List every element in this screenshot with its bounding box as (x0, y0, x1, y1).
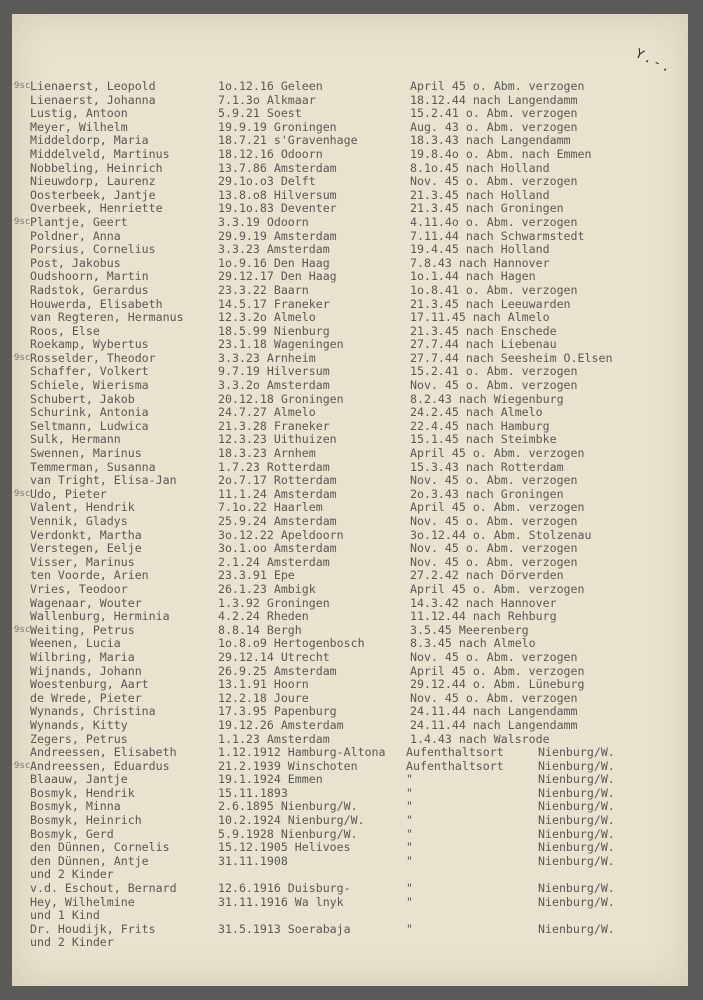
departure-remark: Nov. 45 o. Abm. verzogen (410, 474, 578, 488)
person-name: de Wrede, Pieter (30, 691, 142, 705)
register-row (12, 746, 688, 760)
departure-remark: 8.1o.45 nach Holland (410, 161, 550, 175)
birth-date-place: 2.1.24 Amsterdam (218, 555, 330, 569)
register-row (12, 488, 688, 502)
birth-date-place: 3o.1.oo Amsterdam (218, 542, 337, 556)
departure-remark: 2o.3.43 nach Groningen (410, 487, 564, 501)
register-row (12, 936, 688, 950)
register-row (12, 610, 688, 624)
register-row (12, 868, 688, 882)
register-row (12, 474, 688, 488)
register-row (12, 882, 688, 896)
birth-date-place: 3o.12.22 Apeldoorn (218, 528, 344, 542)
birth-date-place: 26.9.25 Amsterdam (218, 664, 337, 678)
departure-remark: 22.4.45 nach Hamburg (410, 419, 550, 433)
register-row (12, 447, 688, 461)
birth-date-place: 24.7.27 Almelo (218, 406, 316, 420)
departure-remark: 29.12.44 o. Abm. Lüneburg (410, 678, 585, 692)
residence-city: Nienburg/W. (538, 882, 615, 896)
register-row (12, 338, 688, 352)
register-row (12, 461, 688, 475)
register-row (12, 814, 688, 828)
birth-date-place: 21.3.28 Franeker (218, 419, 330, 433)
person-name: Oudshoorn, Martin (30, 270, 149, 284)
register-row (12, 665, 688, 679)
person-name: Temmerman, Susanna (30, 460, 156, 474)
departure-remark: 15.1.45 nach Steimbke (410, 433, 557, 447)
residence-label: " (406, 895, 413, 909)
birth-date-place: 17.3.95 Papenburg (218, 705, 337, 719)
register-row (12, 379, 688, 393)
person-name: Radstok, Gerardus (30, 283, 149, 297)
register-row (12, 529, 688, 543)
person-name: Bosmyk, Gerd (30, 827, 114, 841)
departure-remark: 1.4.43 nach Walsrode (410, 732, 550, 746)
birth-date-place: 8.8.14 Bergh (218, 623, 302, 637)
birth-date-place: 3.3.23 Amsterdam (218, 243, 330, 257)
register-row (12, 162, 688, 176)
register-row (12, 896, 688, 910)
register-row (12, 651, 688, 665)
birth-date-place: 4.2.24 Rheden (218, 610, 309, 624)
register-row (12, 202, 688, 216)
person-name: Wilbring, Maria (30, 650, 135, 664)
birth-date-place: 2.6.1895 Nienburg/W. (218, 800, 358, 814)
person-name: Blaauw, Jantje (30, 773, 128, 787)
birth-date-place: 12.3.2o Almelo (218, 311, 316, 325)
residence-label: " (406, 814, 413, 828)
residence-city: Nienburg/W. (538, 922, 615, 936)
departure-remark: 21.3.45 nach Groningen (410, 202, 564, 216)
birth-date-place: 19.9.19 Groningen (218, 120, 337, 134)
person-name: Schaffer, Volkert (30, 365, 149, 379)
departure-remark: 15.2.41 o. Abm. verzogen (410, 365, 578, 379)
birth-date-place: 14.5.17 Franeker (218, 297, 330, 311)
register-row (12, 175, 688, 189)
birth-date-place: 3.3.2o Amsterdam (218, 379, 330, 393)
register-row (12, 406, 688, 420)
departure-remark: 21.3.45 nach Leeuwarden (410, 297, 571, 311)
birth-date-place: 18.7.21 s'Gravenhage (218, 134, 358, 148)
residence-label: " (406, 882, 413, 896)
register-row (12, 433, 688, 447)
birth-date-place: 19.1.1924 Emmen (218, 773, 323, 787)
residence-label: " (406, 800, 413, 814)
departure-remark: April 45 o. Abm. verzogen (410, 80, 585, 93)
birth-date-place: 1.7.23 Rotterdam (218, 460, 330, 474)
register-row (12, 773, 688, 787)
register-list (12, 80, 688, 950)
birth-date-place: 29.9.19 Amsterdam (218, 229, 337, 243)
residence-city: Nienburg/W. (538, 854, 615, 868)
register-row (12, 420, 688, 434)
register-row (12, 148, 688, 162)
departure-remark: Nov. 45 o. Abm. verzogen (410, 542, 578, 556)
departure-remark: 17.11.45 nach Almelo (410, 311, 550, 325)
birth-date-place: 1o.8.o9 Hertogenbosch (218, 637, 365, 651)
register-row (12, 637, 688, 651)
person-name: Dr. Houdijk, Frits (30, 922, 156, 936)
person-name: Weenen, Lucia (30, 637, 121, 651)
departure-remark: 7.11.44 nach Schwarmstedt (410, 229, 585, 243)
departure-remark: 19.8.4o o. Abm. nach Emmen (410, 147, 592, 161)
residence-label: Aufenthaltsort (406, 759, 504, 773)
departure-remark: 7.8.43 nach Hannover (410, 256, 550, 270)
birth-date-place: 5.9.1928 Nienburg/W. (218, 827, 358, 841)
register-row (12, 787, 688, 801)
departure-remark: Nov. 45 o. Abm. verzogen (410, 555, 578, 569)
birth-date-place: 1.3.92 Groningen (218, 596, 330, 610)
register-row (12, 216, 688, 230)
register-row (12, 325, 688, 339)
person-name: und 2 Kinder (30, 868, 114, 882)
register-row (12, 733, 688, 747)
person-name: Roekamp, Wybertus (30, 338, 149, 352)
residence-label: " (406, 827, 413, 841)
person-name: Vries, Teodoor (30, 582, 128, 596)
margin-note: 9sc (14, 352, 31, 363)
departure-remark: 1o.8.41 o. Abm. verzogen (410, 283, 578, 297)
person-name: Valent, Hendrik (30, 501, 135, 515)
birth-date-place: 3.3.23 Arnheim (218, 351, 316, 365)
birth-date-place: 13.8.o8 Hilversum (218, 188, 337, 202)
person-name: und 1 Kind (30, 909, 100, 923)
person-name: Wynands, Kitty (30, 718, 128, 732)
person-name: Wijnands, Johann (30, 664, 142, 678)
register-row (12, 134, 688, 148)
birth-date-place: 1.1.23 Amsterdam (218, 732, 330, 746)
margin-note: 9sc (14, 624, 31, 635)
residence-city: Nienburg/W. (538, 759, 615, 773)
register-row (12, 583, 688, 597)
birth-date-place: 31.11.1908 (218, 854, 288, 868)
register-row (12, 121, 688, 135)
person-name: Verstegen, Eelje (30, 542, 142, 556)
person-name: Schubert, Jakob (30, 392, 135, 406)
departure-remark: 11.12.44 nach Rehburg (410, 610, 557, 624)
register-row (12, 365, 688, 379)
departure-remark: 18.12.44 nach Langendamm (410, 93, 578, 107)
person-name: Nobbeling, Heinrich (30, 161, 163, 175)
person-name: Porsius, Cornelius (30, 243, 156, 257)
birth-date-place: 12.3.23 Uithuizen (218, 433, 337, 447)
register-row (12, 855, 688, 869)
person-name: Swennen, Marinus (30, 447, 142, 461)
birth-date-place: 2o.7.17 Rotterdam (218, 474, 337, 488)
birth-date-place: 29.12.14 Utrecht (218, 650, 330, 664)
person-name: Lustig, Antoon (30, 107, 128, 121)
birth-date-place: 5.9.21 Soest (218, 107, 302, 121)
residence-label: " (406, 922, 413, 936)
person-name: ten Voorde, Arien (30, 569, 149, 583)
birth-date-place: 26.1.23 Ambigk (218, 582, 316, 596)
birth-date-place: 21.2.1939 Winschoten (218, 759, 358, 773)
departure-remark: 15.3.43 nach Rotterdam (410, 460, 564, 474)
residence-city: Nienburg/W. (538, 773, 615, 787)
residence-city: Nienburg/W. (538, 841, 615, 855)
register-row (12, 352, 688, 366)
departure-remark: 24.2.45 nach Almelo (410, 406, 543, 420)
register-row (12, 692, 688, 706)
register-row (12, 284, 688, 298)
birth-date-place: 13.1.91 Hoorn (218, 678, 309, 692)
person-name: Nieuwdorp, Laurenz (30, 175, 156, 189)
register-row (12, 270, 688, 284)
birth-date-place: 18.3.23 Arnhem (218, 447, 316, 461)
register-row (12, 257, 688, 271)
register-row (12, 94, 688, 108)
corner-mark: Y.-. (632, 46, 675, 77)
register-row (12, 311, 688, 325)
register-row (12, 393, 688, 407)
departure-remark: April 45 o. Abm. verzogen (410, 664, 585, 678)
departure-remark: 18.3.43 nach Langendamm (410, 134, 571, 148)
person-name: Poldner, Anna (30, 229, 121, 243)
departure-remark: Nov. 45 o. Abm. verzogen (410, 175, 578, 189)
departure-remark: Nov. 45 o. Abm. verzogen (410, 691, 578, 705)
residence-label: " (406, 786, 413, 800)
person-name: Middeldorp, Maria (30, 134, 149, 148)
register-row (12, 80, 688, 94)
register-row (12, 760, 688, 774)
birth-date-place: 10.2.1924 Nienburg/W. (218, 814, 365, 828)
departure-remark: 3.5.45 Meerenberg (410, 623, 529, 637)
departure-remark: 15.2.41 o. Abm. verzogen (410, 107, 578, 121)
departure-remark: 1o.1.44 nach Hagen (410, 270, 536, 284)
register-row (12, 515, 688, 529)
departure-remark: April 45 o. Abm. verzogen (410, 501, 585, 515)
departure-remark: Nov. 45 o. Abm. verzogen (410, 650, 578, 664)
birth-date-place: 19.12.26 Amsterdam (218, 718, 344, 732)
residence-label: " (406, 841, 413, 855)
person-name: Andreessen, Elisabeth (30, 746, 177, 760)
register-row (12, 597, 688, 611)
birth-date-place: 1o.9.16 Den Haag (218, 256, 330, 270)
birth-date-place: 31.11.1916 Wa lnyk (218, 895, 344, 909)
person-name: Sulk, Hermann (30, 433, 121, 447)
register-row (12, 828, 688, 842)
person-name: Bosmyk, Minna (30, 800, 121, 814)
margin-note: 9sc (14, 760, 31, 771)
margin-note: 9sc (14, 216, 31, 227)
person-name: Bosmyk, Heinrich (30, 814, 142, 828)
register-row (12, 107, 688, 121)
departure-remark: 24.11.44 nach Langendamm (410, 705, 578, 719)
person-name: den Dünnen, Antje (30, 854, 149, 868)
register-row (12, 189, 688, 203)
birth-date-place: 18.5.99 Nienburg (218, 324, 330, 338)
register-row (12, 705, 688, 719)
departure-remark: April 45 o. Abm. verzogen (410, 582, 585, 596)
person-name: Bosmyk, Hendrik (30, 786, 135, 800)
person-name: Woestenburg, Aart (30, 678, 149, 692)
person-name: Oosterbeek, Jantje (30, 188, 156, 202)
register-row (12, 678, 688, 692)
person-name: van Regteren, Hermanus (30, 311, 184, 325)
birth-date-place: 1o.12.16 Geleen (218, 80, 323, 93)
birth-date-place: 3.3.19 Odoorn (218, 215, 309, 229)
residence-label: " (406, 854, 413, 868)
person-name: van Tright, Elisa-Jan (30, 474, 177, 488)
margin-note: 9sc (14, 488, 31, 499)
birth-date-place: 31.5.1913 Soerabaja (218, 922, 351, 936)
register-row (12, 243, 688, 257)
person-name: Meyer, Wilhelm (30, 120, 128, 134)
register-row (12, 719, 688, 733)
birth-date-place: 18.12.16 Odoorn (218, 147, 323, 161)
person-name: Udo, Pieter (30, 487, 107, 501)
departure-remark: Nov. 45 o. Abm. verzogen (410, 379, 578, 393)
person-name: Vennik, Gladys (30, 515, 128, 528)
departure-remark: 4.11.4o o. Abm. verzogen (410, 215, 578, 229)
person-name: und 2 Kinder (30, 936, 114, 950)
departure-remark: 21.3.45 nach Holland (410, 188, 550, 202)
departure-remark: 27.2.42 nach Dörverden (410, 569, 564, 583)
birth-date-place: 15.12.1905 Helivoes (218, 841, 351, 855)
birth-date-place: 20.12.18 Groningen (218, 392, 344, 406)
register-row (12, 298, 688, 312)
register-row (12, 569, 688, 583)
residence-city: Nienburg/W. (538, 746, 615, 760)
register-row (12, 230, 688, 244)
birth-date-place: 1.12.1912 Hamburg-Altona (218, 746, 386, 760)
person-name: Hey, Wilhelmine (30, 895, 135, 909)
person-name: Middelveld, Martinus (30, 147, 170, 161)
register-row (12, 909, 688, 923)
register-row (12, 923, 688, 937)
birth-date-place: 12.2.18 Joure (218, 691, 309, 705)
person-name: Lienaerst, Johanna (30, 93, 156, 107)
register-row (12, 800, 688, 814)
person-name: Wynands, Christina (30, 705, 156, 719)
residence-label: Aufenthaltsort (406, 746, 504, 760)
birth-date-place: 29.1o.o3 Delft (218, 175, 316, 189)
register-row (12, 624, 688, 638)
birth-date-place: 23.1.18 Wageningen (218, 338, 344, 352)
departure-remark: Nov. 45 o. Abm. verzogen (410, 515, 578, 528)
departure-remark: April 45 o. Abm. verzogen (410, 447, 585, 461)
birth-date-place: 15.11.1893 (218, 786, 288, 800)
birth-date-place: 29.12.17 Den Haag (218, 270, 337, 284)
residence-city: Nienburg/W. (538, 800, 615, 814)
person-name: Visser, Marinus (30, 555, 135, 569)
departure-remark: 8.2.43 nach Wiegenburg (410, 392, 564, 406)
birth-date-place: 25.9.24 Amsterdam (218, 515, 337, 528)
residence-city: Nienburg/W. (538, 827, 615, 841)
departure-remark: 19.4.45 nach Holland (410, 243, 550, 257)
birth-date-place: 12.6.1916 Duisburg- (218, 882, 351, 896)
departure-remark: 27.7.44 nach Seesheim O.Elsen (410, 351, 613, 365)
residence-city: Nienburg/W. (538, 895, 615, 909)
departure-remark: 8.3.45 nach Almelo (410, 637, 536, 651)
birth-date-place: 11.1.24 Amsterdam (218, 487, 337, 501)
register-row (12, 841, 688, 855)
departure-remark: 27.7.44 nach Liebenau (410, 338, 557, 352)
birth-date-place: 9.7.19 Hilversum (218, 365, 330, 379)
person-name: Post, Jakobus (30, 256, 121, 270)
birth-date-place: 23.3.22 Baarn (218, 283, 309, 297)
residence-city: Nienburg/W. (538, 814, 615, 828)
person-name: Andreessen, Eduardus (30, 759, 170, 773)
person-name: Wagenaar, Wouter (30, 596, 142, 610)
departure-remark: 21.3.45 nach Enschede (410, 324, 557, 338)
residence-city: Nienburg/W. (538, 786, 615, 800)
birth-date-place: 7.1.3o Alkmaar (218, 93, 316, 107)
person-name: Verdonkt, Martha (30, 528, 142, 542)
person-name: Schiele, Wierisma (30, 379, 149, 393)
document-page (12, 14, 688, 986)
person-name: Seltmann, Ludwica (30, 419, 149, 433)
residence-label: " (406, 773, 413, 787)
person-name: v.d. Eschout, Bernard (30, 882, 177, 896)
person-name: Weiting, Petrus (30, 623, 135, 637)
departure-remark: 14.3.42 nach Hannover (410, 596, 557, 610)
birth-date-place: 13.7.86 Amsterdam (218, 161, 337, 175)
departure-remark: 3o.12.44 o. Abm. Stolzenau (410, 528, 592, 542)
person-name: Lienaerst, Leopold (30, 80, 156, 93)
birth-date-place: 7.1o.22 Haarlem (218, 501, 323, 515)
person-name: Wallenburg, Herminia (30, 610, 170, 624)
person-name: Schurink, Antonia (30, 406, 149, 420)
departure-remark: 24.11.44 nach Langendamm (410, 718, 578, 732)
register-row (12, 556, 688, 570)
register-row (12, 542, 688, 556)
person-name: Rosselder, Theodor (30, 351, 156, 365)
birth-date-place: 23.3.91 Epe (218, 569, 295, 583)
person-name: Roos, Else (30, 324, 100, 338)
person-name: Zegers, Petrus (30, 732, 128, 746)
birth-date-place: 19.1o.83 Deventer (218, 202, 337, 216)
person-name: Houwerda, Elisabeth (30, 297, 163, 311)
person-name: Overbeek, Henriette (30, 202, 163, 216)
person-name: Plantje, Geert (30, 215, 128, 229)
register-row (12, 501, 688, 515)
person-name: den Dünnen, Cornelis (30, 841, 170, 855)
departure-remark: Aug. 43 o. Abm. verzogen (410, 120, 578, 134)
margin-note: 9sc (14, 81, 31, 91)
